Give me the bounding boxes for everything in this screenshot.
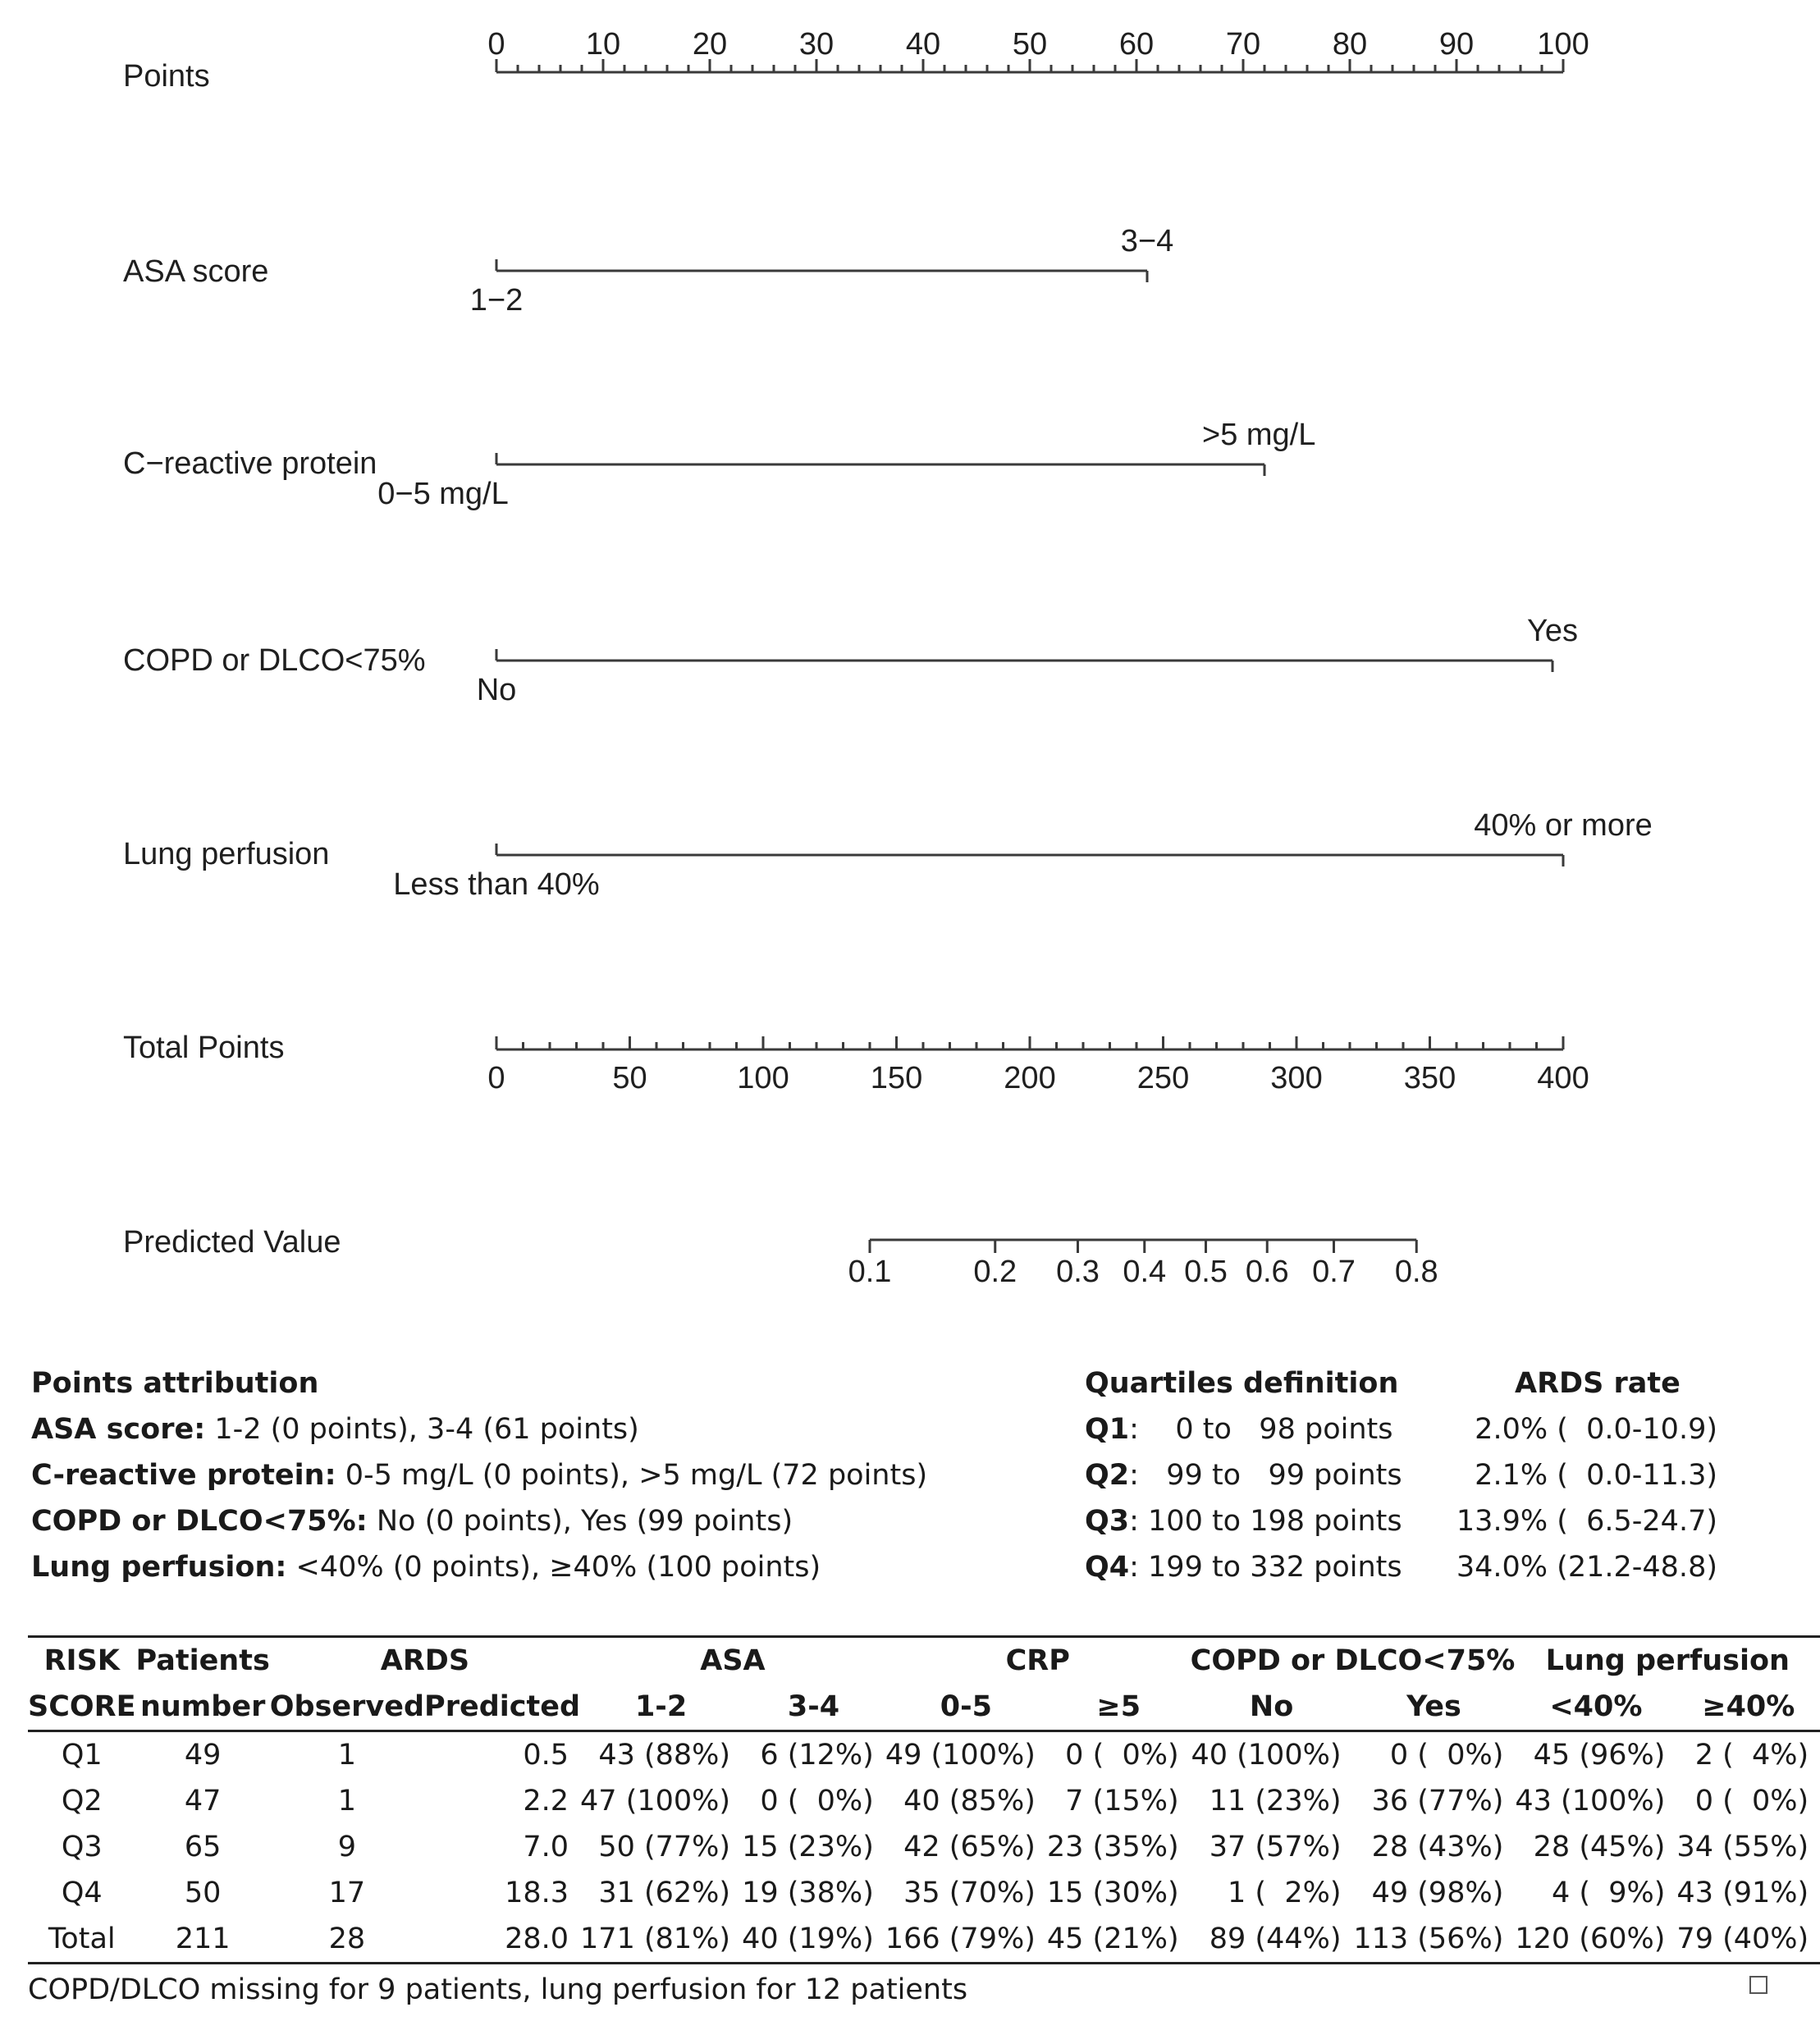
table-cell: 35 (70%) — [903, 1877, 1036, 1909]
table-row — [28, 1824, 1820, 1870]
total-axis-tick-label: 0 — [487, 1061, 505, 1095]
total-axis-tick-label: 200 — [1004, 1061, 1056, 1095]
ards-rate-q1: 2.0% ( 0.0-10.9) — [1475, 1413, 1717, 1446]
table-row — [28, 1731, 1820, 1779]
header-patients: Patients — [135, 1644, 270, 1677]
predictor-level-label-high: Yes — [1527, 614, 1578, 648]
table-cell: Total — [48, 1923, 116, 1955]
table-cell: 2 ( 4%) — [1694, 1739, 1809, 1772]
table-cell: 65 — [184, 1831, 222, 1863]
predicted-axis-tick-label: 0.8 — [1394, 1255, 1438, 1289]
table-cell: 120 (60%) — [1515, 1923, 1666, 1955]
ards-rate-title: ARDS rate — [1515, 1367, 1681, 1400]
table-cell: 49 (98%) — [1371, 1877, 1504, 1909]
points-axis-tick-label: 100 — [1537, 27, 1589, 62]
table-cell: 18.3 — [505, 1877, 569, 1909]
table-cell: 1 — [337, 1739, 357, 1772]
table-cell: 89 (44%) — [1209, 1923, 1342, 1955]
table-cell: 28 (43%) — [1371, 1831, 1504, 1863]
table-cell: 43 (100%) — [1515, 1785, 1666, 1818]
predicted-axis-tick-label: 0.3 — [1056, 1255, 1100, 1289]
points-axis-tick-label: 40 — [905, 27, 941, 62]
predictor-scales — [377, 224, 1653, 902]
points-axis-tick-label: 80 — [1332, 27, 1368, 62]
predicted-axis-tick-label: 0.4 — [1123, 1255, 1167, 1289]
table-cell: 15 (30%) — [1046, 1877, 1179, 1909]
table-cell: 34 (55%) — [1676, 1831, 1809, 1863]
table-cell: 49 — [184, 1739, 222, 1772]
ards-rate-q2: 2.1% ( 0.0-11.3) — [1475, 1459, 1717, 1492]
table-cell: 1 ( 2%) — [1228, 1877, 1342, 1909]
total-axis-tick-label: 100 — [737, 1061, 789, 1095]
subheader-copd-yes: Yes — [1406, 1690, 1461, 1723]
table-cell: 6 (12%) — [760, 1739, 874, 1772]
table-cell: 0 ( 0%) — [760, 1785, 874, 1818]
table-cell: 28.0 — [505, 1923, 569, 1955]
attribution-asa: ASA score: 1-2 (0 points), 3-4 (61 points) — [31, 1413, 639, 1446]
table-cell: 0 ( 0%) — [1694, 1785, 1809, 1818]
table-row — [28, 1870, 1820, 1916]
table-cell: 19 (38%) — [742, 1877, 874, 1909]
predictor-level-label-low: Less than 40% — [393, 867, 600, 902]
predictor-level-label-low: 1−2 — [469, 283, 524, 318]
subheader-perf-lt40: <40% — [1549, 1690, 1643, 1723]
points-axis-tick-label: 0 — [487, 27, 505, 62]
points-axis-tick-label: 30 — [798, 27, 835, 62]
table-cell: 40 (19%) — [742, 1923, 874, 1955]
predictor-level-label-low: No — [476, 673, 517, 707]
predictor-level-label-high: >5 mg/L — [1202, 418, 1316, 452]
table-cell: 45 (21%) — [1046, 1923, 1179, 1955]
corner-marker — [1749, 1976, 1767, 1994]
points-axis-tick-label: 50 — [1012, 27, 1048, 62]
header-lung-perfusion: Lung perfusion — [1545, 1644, 1790, 1677]
table-cell: 0.5 — [523, 1739, 569, 1772]
points-axis-tick-label: 20 — [692, 27, 728, 62]
table-cell: 45 (96%) — [1533, 1739, 1666, 1772]
risk-table-body — [28, 1731, 1820, 1964]
header-risk: RISK — [43, 1644, 120, 1677]
table-cell: 171 (81%) — [580, 1923, 731, 1955]
total-axis-tick-label: 350 — [1403, 1061, 1456, 1095]
table-cell: 23 (35%) — [1046, 1831, 1179, 1863]
points-axis-label: Points — [123, 59, 210, 94]
subheader-observed: Observed — [269, 1690, 425, 1723]
total-axis-tick-label: 300 — [1270, 1061, 1323, 1095]
table-cell: 7 (15%) — [1065, 1785, 1179, 1818]
subheader-crp-0-5: 0-5 — [940, 1690, 992, 1723]
table-cell: 11 (23%) — [1209, 1785, 1342, 1818]
subheader-perf-ge40: ≥40% — [1702, 1690, 1795, 1723]
subheader-asa-1-2: 1-2 — [634, 1690, 688, 1723]
table-cell: 40 (100%) — [1191, 1739, 1342, 1772]
predicted-axis-tick-label: 0.2 — [973, 1255, 1017, 1289]
total-axis-tick-label: 250 — [1136, 1061, 1190, 1095]
ards-rate-q4: 34.0% (21.2-48.8) — [1456, 1551, 1717, 1584]
table-cell: 43 (88%) — [598, 1739, 731, 1772]
subheader-crp-ge5: ≥5 — [1096, 1690, 1141, 1723]
predictor-level-label-high: 40% or more — [1474, 808, 1653, 843]
risk-score-table — [28, 1635, 1820, 1964]
attribution-copd: COPD or DLCO<75%: No (0 points), Yes (99 points) — [31, 1505, 793, 1538]
predicted-axis-tick-label: 0.7 — [1312, 1255, 1356, 1289]
lung-perfusion-label: Lung perfusion — [123, 837, 330, 871]
table-cell: 211 — [175, 1923, 231, 1955]
total-axis-tick-label: 400 — [1537, 1061, 1589, 1095]
predicted-axis-tick-label: 0.5 — [1184, 1255, 1228, 1289]
table-cell: 43 (91%) — [1676, 1877, 1809, 1909]
table-cell: 50 — [184, 1877, 222, 1909]
table-cell: 0 ( 0%) — [1065, 1739, 1179, 1772]
subheader-number: number — [139, 1690, 266, 1723]
table-cell: 4 ( 9%) — [1551, 1877, 1666, 1909]
table-cell: Q2 — [61, 1785, 103, 1818]
table-cell: Q1 — [61, 1739, 103, 1772]
table-cell: 9 — [337, 1831, 357, 1863]
subheader-predicted: Predicted — [424, 1690, 581, 1723]
header-crp: CRP — [1005, 1644, 1070, 1677]
table-cell: 42 (65%) — [903, 1831, 1036, 1863]
table-cell: 47 (100%) — [580, 1785, 731, 1818]
quartile-q4: Q4: 199 to 332 points — [1085, 1551, 1402, 1584]
table-row — [28, 1778, 1820, 1824]
quartiles-title: Quartiles definition — [1085, 1367, 1399, 1400]
table-cell: Q3 — [61, 1831, 103, 1863]
table-cell: 15 (23%) — [742, 1831, 874, 1863]
table-cell: 49 (100%) — [885, 1739, 1036, 1772]
table-cell: 47 — [184, 1785, 222, 1818]
table-cell: 28 — [328, 1923, 366, 1955]
footnote: COPD/DLCO missing for 9 patients, lung perfusion for 12 patients — [28, 1973, 968, 2006]
points-axis-tick-label: 10 — [585, 27, 621, 62]
predictor-level-label-high: 3−4 — [1120, 224, 1174, 258]
crp-label: C−reactive protein — [123, 446, 377, 481]
table-cell: 37 (57%) — [1209, 1831, 1342, 1863]
subheader-asa-3-4: 3-4 — [787, 1690, 840, 1723]
table-cell: 28 (45%) — [1533, 1831, 1666, 1863]
predictor-level-label-low: 0−5 mg/L — [377, 477, 509, 511]
table-cell: 7.0 — [523, 1831, 569, 1863]
points-axis-tick-label: 60 — [1118, 27, 1155, 62]
table-cell: 40 (85%) — [903, 1785, 1036, 1818]
subheader-score: SCORE — [28, 1690, 136, 1723]
ards-rate-q3: 13.9% ( 6.5-24.7) — [1456, 1505, 1717, 1538]
total-points-axis — [487, 1036, 1589, 1095]
total-axis-tick-label: 150 — [870, 1061, 923, 1095]
total-axis-tick-label: 50 — [612, 1061, 647, 1095]
table-cell: 2.2 — [523, 1785, 569, 1818]
table-cell: 36 (77%) — [1371, 1785, 1504, 1818]
predicted-axis-tick-label: 0.6 — [1245, 1255, 1289, 1289]
predicted-value-axis — [848, 1240, 1438, 1289]
table-cell: 113 (56%) — [1353, 1923, 1504, 1955]
table-cell: 79 (40%) — [1676, 1923, 1809, 1955]
points-axis-tick-label: 70 — [1225, 27, 1261, 62]
points-attribution-title: Points attribution — [31, 1367, 319, 1400]
subheader-copd-no: No — [1249, 1690, 1294, 1723]
header-copd: COPD or DLCO<75% — [1190, 1644, 1516, 1677]
header-ards: ARDS — [380, 1644, 470, 1677]
header-asa: ASA — [700, 1644, 766, 1677]
quartile-q1: Q1: 0 to 98 points — [1085, 1413, 1393, 1446]
table-cell: Q4 — [61, 1877, 103, 1909]
points-axis — [487, 27, 1589, 72]
table-cell: 31 (62%) — [598, 1877, 731, 1909]
predicted-value-label: Predicted Value — [123, 1225, 341, 1260]
table-cell: 1 — [337, 1785, 357, 1818]
points-axis-tick-label: 90 — [1438, 27, 1475, 62]
table-cell: 17 — [328, 1877, 366, 1909]
attribution-crp: C-reactive protein: 0-5 mg/L (0 points), >5 mg/L (72 points) — [31, 1459, 928, 1492]
predicted-axis-tick-label: 0.1 — [848, 1255, 892, 1289]
quartile-q2: Q2: 99 to 99 points — [1085, 1459, 1402, 1492]
total-points-label: Total Points — [123, 1031, 285, 1065]
table-row — [28, 1916, 1820, 1964]
quartile-q3: Q3: 100 to 198 points — [1085, 1505, 1402, 1538]
table-cell: 166 (79%) — [885, 1923, 1036, 1955]
copd-dlco-label: COPD or DLCO<75% — [123, 643, 426, 678]
table-cell: 0 ( 0%) — [1389, 1739, 1504, 1772]
attribution-lung-perfusion: Lung perfusion: <40% (0 points), ≥40% (100 points) — [31, 1551, 821, 1584]
asa-score-label: ASA score — [123, 254, 269, 289]
table-cell: 50 (77%) — [598, 1831, 731, 1863]
